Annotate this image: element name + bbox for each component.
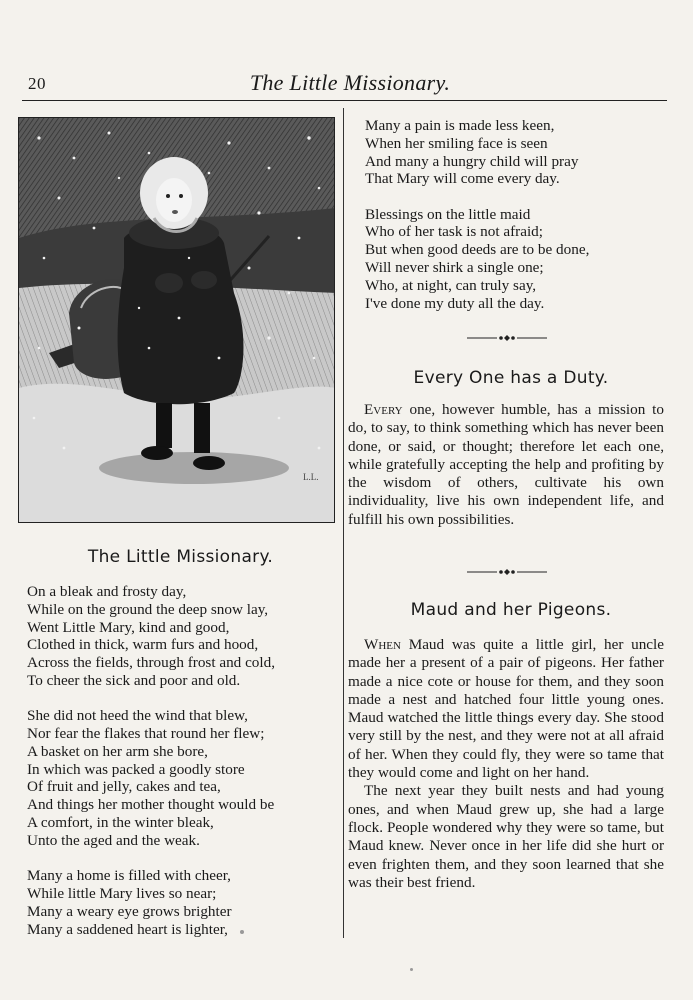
little-missionary-heading: The Little Missionary.: [87, 547, 274, 567]
illustration-monogram: L.L.: [303, 472, 319, 482]
poem-line: Many a pain is made less keen,: [365, 117, 555, 134]
little-missionary-poem-left: [27, 583, 275, 938]
poem-line: And many a hungry child will pray: [365, 152, 579, 170]
poem-line: Clothed in thick, warm furs and hood,: [27, 636, 259, 654]
print-speck: [240, 930, 244, 934]
poem-line: Went Little Mary, kind and good,: [27, 618, 230, 636]
header-rule: [22, 100, 667, 101]
poem-line: She did not heed the wind that blew,: [27, 707, 248, 725]
poem-line: Who, at night, can truly say,: [365, 276, 537, 294]
maud-paragraph-2: The next year they built nests and had young ones, and when Maud grew up, she had a large flock. People wondered why they were so tame, but Maud knew. Never once in her life did she hurt or even frighten them, and they soon learned that she was their best friend.: [348, 782, 664, 891]
poem-line: That Mary will come every day.: [365, 170, 560, 188]
poem-line: Will never shirk a single one;: [365, 259, 544, 277]
poem-line: Many a home is filled with cheer,: [27, 867, 231, 885]
poem-line: And things her mother thought would be: [27, 796, 275, 814]
poem-line: But when good deeds are to be done,: [365, 241, 590, 259]
print-speck: [410, 968, 413, 971]
maud-heading: Maud and her Pigeons.: [410, 600, 612, 620]
poem-line: Blessings on the little maid: [365, 205, 531, 223]
poem-line: Of fruit and jelly, cakes and tea,: [27, 778, 221, 796]
poem-line: In which was packed a goodly store: [27, 760, 245, 778]
little-missionary-poem-right: [365, 117, 589, 312]
poem-line: Many a saddened heart is lighter,: [27, 920, 228, 938]
running-title: The Little Missionary.: [249, 70, 451, 95]
every-one-duty-text: Every one, however humble, has a mission to do, to say, to think something which has never been done, or said, or thought; therefore let each one, while gratefully accepting the help and profiting by the wisdom of others, cultivate his own individuality, live his own independent life, and fulfill his own possibilities.: [348, 401, 664, 528]
girl-in-snow-engraving-icon: [18, 117, 335, 523]
ornament-divider-icon: [467, 334, 547, 342]
poem-line: A comfort, in the winter bleak,: [27, 814, 214, 832]
ornament-divider-icon: [467, 568, 547, 576]
poem-line: Across the fields, through frost and cold,: [27, 654, 276, 672]
poem-line: To cheer the sick and poor and old.: [27, 671, 241, 689]
poem-line: While little Mary lives so near;: [27, 884, 217, 902]
every-one-duty-heading: Every One has a Duty.: [413, 368, 609, 388]
poem-line: When her smiling face is seen: [365, 134, 548, 152]
poem-line: A basket on her arm she bore,: [27, 742, 208, 760]
poem-line: Many a weary eye grows brighter: [27, 902, 232, 920]
maud-text: [348, 636, 664, 892]
maud-paragraph-1: When Maud was quite a little girl, her uncle made her a present of a pair of pigeons. Her father made a nice cote or house for them, and they soon made a nest and hatched four little young ones. Maud watched the little things every day. She stood very still by the nest, and they were not at all afraid of her. When they could fly, they were so tame that they would come and light on her hand.: [348, 636, 664, 782]
poem-line: Unto the aged and the weak.: [27, 831, 200, 849]
page-number: 20: [28, 74, 46, 93]
poem-line: While on the ground the deep snow lay,: [27, 600, 269, 618]
poem-line: Nor fear the flakes that round her flew;: [27, 725, 265, 743]
poem-line: Who of her task is not afraid;: [365, 223, 543, 241]
poem-line: On a bleak and frosty day,: [27, 583, 187, 600]
poem-line: I've done my duty all the day.: [365, 294, 545, 312]
column-divider: [343, 108, 344, 938]
